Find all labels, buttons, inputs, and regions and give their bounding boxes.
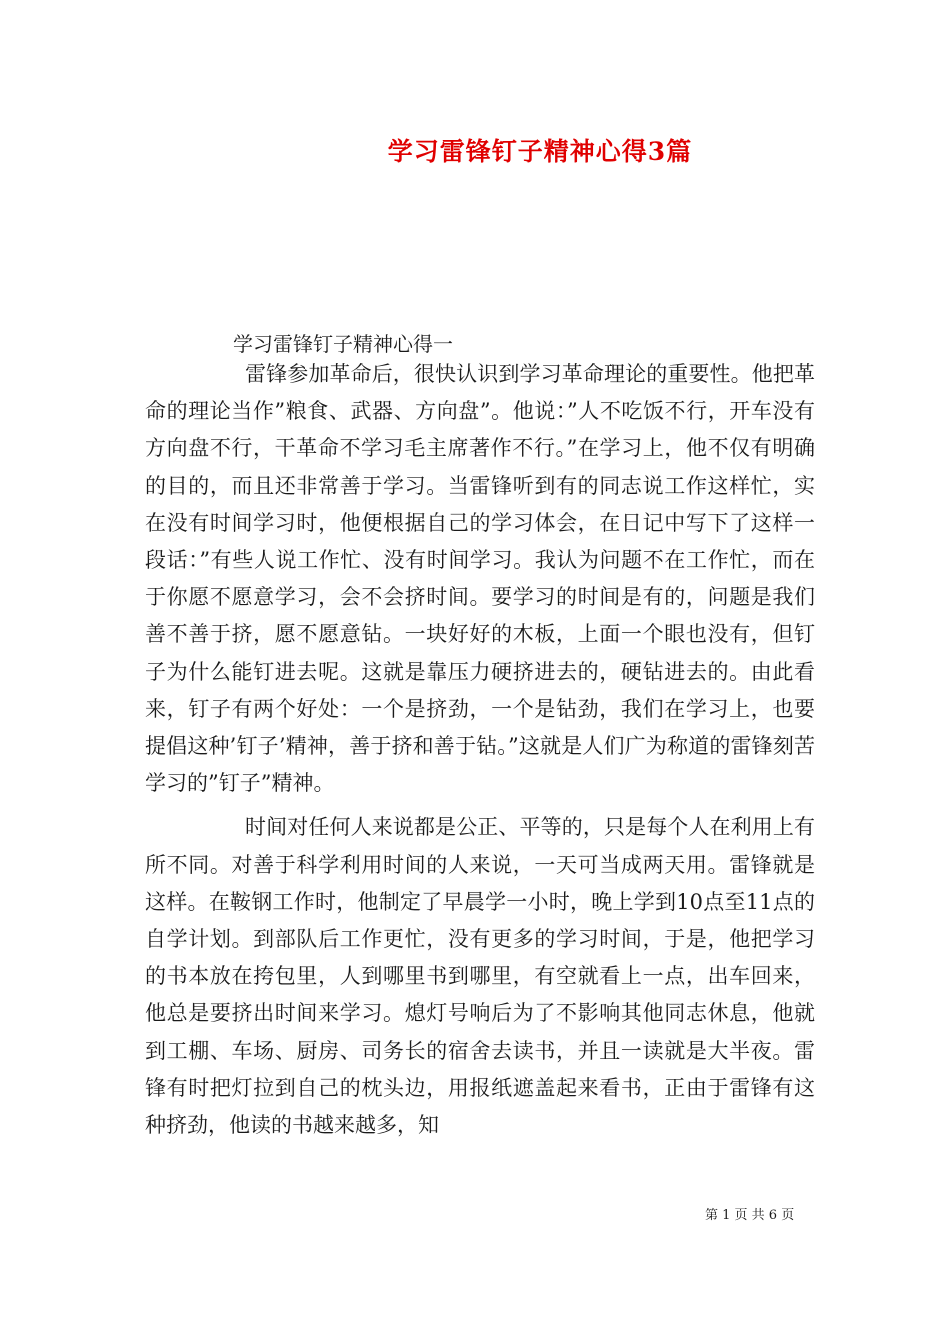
page-number-footer: 第 1 页 共 6 页	[705, 1208, 795, 1223]
paragraph: 雷锋参加革命后，很快认识到学习革命理论的重要性。他把革命的理论当作”粮食、武器、方向盘”。他说：”人不吃饭不行，开车没有方向盘不行，干革命不学习毛主席著作不行。”在学习上，他不仅有明确的目的，而且还非常善于学习。当雷锋听到有的同志说工作这样忙，实在没有时间学习时，他便根据自己的学习体会，在日记中写下了这样一段话：”有些人说工作忙、没有时间学习。我认为问题不在工作忙，而在于你愿不愿意学习，会不会挤时间。要学习的时间是有的，问题是我们善不善于挤，愿不愿意钻。一块好好的木板，上面一个眼也没有，但钉子为什么能钉进去呢。这就是靠压力硬挤进去的，硬钻进去的。由此看来，钉子有两个好处：一个是挤劲，一个是钻劲，我们在学习上，也要提倡这种’钉子’精神，善于挤和善于钻。”这就是人们广为称道的雷锋刻苦学习的”钉子”精神。	[145, 362, 815, 796]
document-title: 学习雷锋钉子精神心得3篇	[387, 137, 693, 166]
document-body	[145, 356, 815, 1144]
paragraph: 时间对任何人来说都是公正、平等的，只是每个人在利用上有所不同。对善于科学利用时间的人来说，一天可当成两天用。雷锋就是这样。在鞍钢工作时，他制定了早晨学一小时，晚上学到10点至11点的自学计划。到部队后工作更忙，没有更多的学习时间，于是，他把学习的书本放在挎包里，人到哪里书到哪里，有空就看上一点，出车回来，他总是要挤出时间来学习。熄灯号响后为了不影响其他同志休息，他就到工棚、车场、厨房、司务长的宿舍去读书，并且一读就是大半夜。雷锋有时把灯拉到自己的枕头边，用报纸遮盖起来看书，正由于雷锋有这种挤劲，他读的书越来越多，知	[145, 815, 815, 1138]
section-heading: 学习雷锋钉子精神心得一	[233, 332, 453, 356]
